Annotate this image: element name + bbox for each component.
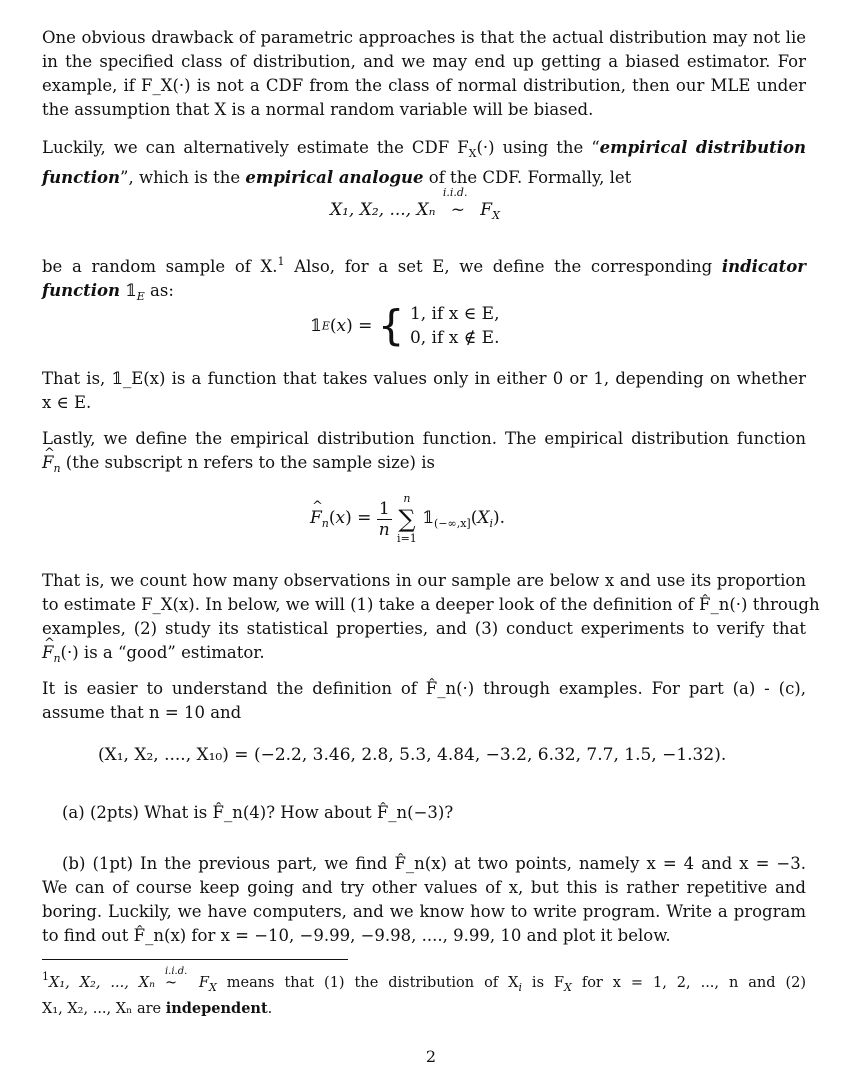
p6-line-1: That is, we count how many observations in our sample are below x and use its proportion (42, 571, 806, 590)
term-indicator: indicator (721, 257, 806, 276)
p6-line-4: ^ $F_n(\cdot)$ is a “good” estimator. (42, 641, 806, 671)
equation-iid-sample: X₁, X₂, ..., Xₙ i.i.d. ~ $F_X$ (330, 186, 500, 222)
page-number: 2 (425, 1047, 437, 1066)
p7-line-2: assume that n = 10 and (42, 703, 242, 722)
p5-line-1: Lastly, we define the empirical distribution function. The empirical distribution function (42, 429, 806, 448)
equation-indicator-function: 𝟙E(x) = { 1, if x ∈ E, 0, if x ∉ E. (310, 301, 500, 350)
p6-line-2: to estimate F_X(x). In below, we will (1) take a deeper look of the definition of F̂_n(·) through (42, 595, 820, 614)
equation-sample-values: (X₁, X₂, ...., X₁₀) = (−2.2, 3.46, 2.8, 5.3, 4.84, −3.2, 6.32, 7.7, 1.5, −1.32). (98, 745, 727, 765)
footnote-divider (42, 959, 348, 960)
p4-line-2: x ∈ E. (42, 393, 92, 412)
p4-line-1: That is, 𝟙_E(x) is a function that takes values only in either 0 or 1, depending on whether (42, 369, 806, 388)
p2-line-2: function”, which is the empirical analogue of the CDF. Formally, let (42, 168, 632, 187)
equation-edf: ^ $F_n(x)$ = $\frac{1}{n}$ n ∑ i=1 $𝟙_{(-\infty,x]}(X_i)$. (310, 492, 505, 546)
p1-line-2: in the specified class of distribution, and we may end up getting a biased estimator. For (42, 52, 806, 71)
paragraph-examples-intro (42, 677, 806, 725)
footnote-mark: 1 (277, 255, 285, 268)
question-a-text: (a) (2pts) What is F̂_n(4)? How about F̂_n(−3)? (62, 803, 454, 822)
term-empirical-analogue: empirical analogue (245, 168, 424, 187)
iid-symbol: i.i.d. ~ (442, 186, 468, 220)
p1-line-4: the assumption that X is a normal random variable will be biased. (42, 100, 594, 119)
p1-line-3: example, if F_X(·) is not a CDF from the class of normal distribution, then our MLE under (42, 76, 806, 95)
qb-line-1: (b) (1pt) In the previous part, we find F̂_n(x) at two points, namely x = 4 and x = −3. (62, 854, 806, 873)
paragraph-parametric-drawback (42, 26, 806, 122)
paragraph-edf-definition (42, 427, 806, 481)
p1-line-1: One obvious drawback of parametric approaches is that the actual distribution may not lie (42, 28, 806, 47)
footnote-line-1: $^1$X₁, X₂, ..., Xₙ i.i.d. ~ $F_X$ means that (1) the distribution of $X_i$ is $F_X$ for x = 1, 2, ..., n and (2) (42, 966, 807, 994)
footnote (42, 966, 806, 1020)
p3-line-2: function $𝟙_E$ as: (42, 281, 174, 303)
qb-line-3: boring. Luckily, we have computers, and we know how to write program. Write a program (42, 902, 806, 921)
question-b (42, 852, 806, 948)
question-a (62, 801, 806, 825)
fraction-one-over-n: $\frac{1}{n}$ (378, 498, 390, 540)
footnote-line-2: X₁, X₂, ..., Xₙ are independent. (42, 1000, 273, 1017)
p7-line-1: It is easier to understand the definition of F̂_n(·) through examples. For part (a) - (c), (42, 679, 806, 698)
left-brace: { (377, 301, 405, 350)
p2-line-1: Luckily, we can alternatively estimate the CDF $F_X(\cdot)$ using the “empirical distribution (42, 138, 807, 160)
paragraph-edf-explain (42, 569, 820, 671)
p3-line-1: be a random sample of X.$^1$ Also, for a set E, we define the corresponding indicator (42, 255, 806, 276)
paragraph-indicator-explain (42, 367, 806, 415)
indicator-cases: 1, if x ∈ E, 0, if x ∉ E. (409, 304, 500, 348)
paragraph-indicator-intro (42, 250, 806, 309)
p5-line-2: ^ $F_n$ (the subscript n refers to the sample size) is (42, 451, 806, 481)
p6-line-3: examples, (2) study its statistical properties, and (3) conduct experiments to verify that (42, 619, 806, 638)
qb-line-2: We can of course keep going and try other values of x, but this is rather repetitive and (42, 878, 806, 897)
term-empirical-distribution: empirical distribution (599, 138, 807, 157)
paragraph-edf-intro (42, 136, 806, 190)
summation: n ∑ i=1 (397, 492, 417, 545)
qb-line-4: to find out F̂_n(x) for x = −10, −9.99, −9.98, ...., 9.99, 10 and plot it below. (42, 926, 671, 945)
